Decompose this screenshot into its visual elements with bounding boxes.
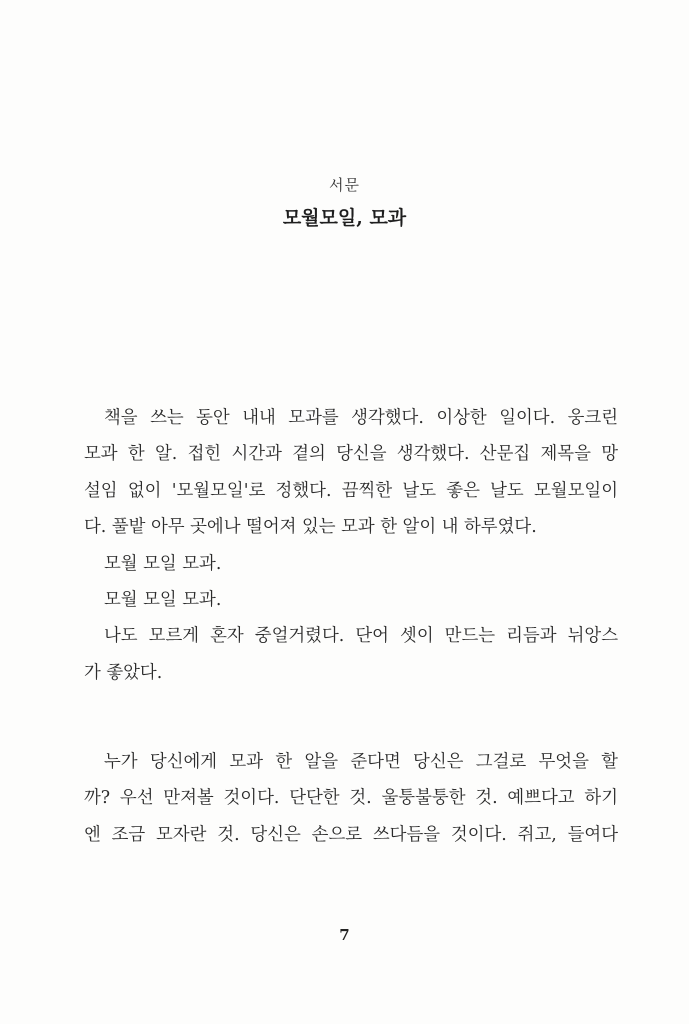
text-line: 모과 한 알. 접힌 시간과 곁의 당신을 생각했다. 산문집 제목을 망 (84, 444, 618, 465)
text-line: 책을 쓰는 동안 내내 모과를 생각했다. 이상한 일이다. 웅크린 (104, 408, 618, 428)
text-line: 나도 모르게 혼자 중얼거렸다. 단어 셋이 만드는 리듬과 뉘앙스 (104, 626, 618, 647)
text-line: 가 좋았다. (84, 662, 163, 683)
text-line: 다. 풀밭 아무 곳에나 떨어져 있는 모과 한 알이 내 하루였다. (84, 517, 537, 538)
text-line: 모월 모일 모과. (104, 589, 222, 610)
page-number: 7 (339, 926, 350, 944)
text-line: 누가 당신에게 모과 한 알을 준다면 당신은 그걸로 무엇을 할 (104, 752, 618, 772)
text-line: 설임 없이 '모월모일'로 정했다. 끔찍한 날도 좋은 날도 모월모일이 (84, 480, 618, 501)
text-line: 엔 조금 모자란 것. 당신은 손으로 쓰다듬을 것이다. 쥐고, 들여다 (84, 824, 618, 845)
section-label: 서문 (329, 176, 360, 194)
paragraph-2 (84, 744, 618, 853)
text-line: 까? 우선 만져볼 것이다. 단단한 것. 울퉁불퉁한 것. 예쁘다고 하기 (84, 788, 618, 809)
text-line: 모월 모일 모과. (104, 553, 222, 574)
paragraph-1 (84, 400, 618, 691)
chapter-title: 모월모일, 모과 (282, 207, 407, 229)
